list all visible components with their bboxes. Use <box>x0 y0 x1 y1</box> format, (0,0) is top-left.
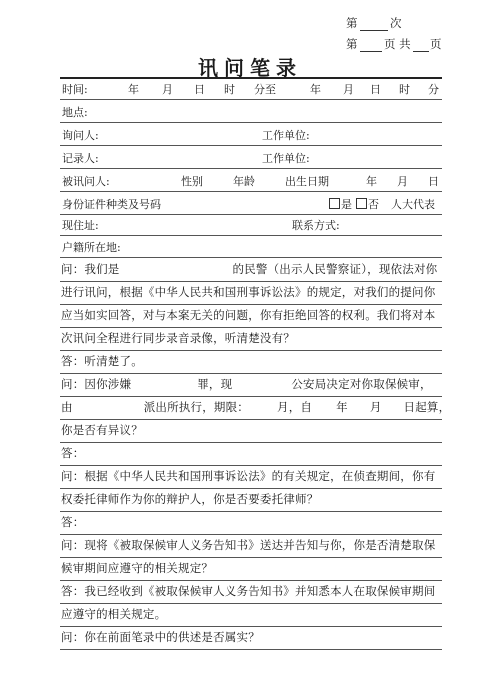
qa-rule <box>60 649 442 650</box>
question-1-start: 问：我们是 <box>61 262 120 276</box>
gender-label: 性别 <box>181 175 203 188</box>
qa-line <box>61 258 443 281</box>
qa-line: 候审期间应遵守的相关规定？ <box>61 561 214 575</box>
qa-line: 进行讯问，根据《中华人民共和国刑事诉讼法》的规定，对我们的提问你 <box>61 285 436 299</box>
place-row-line[interactable] <box>60 122 442 123</box>
interrogator-work-unit-label: 工作单位: <box>262 129 310 142</box>
age-label: 年龄 <box>233 175 255 188</box>
qa-line: 问：现将《被取保候审人义务告知书》送达并告知与你，你是否清楚取保 <box>61 538 436 552</box>
qa-line <box>61 373 443 396</box>
yes-label: 是 <box>341 198 352 211</box>
qa-line: 问：根据《中华人民共和国刑事诉讼法》的有关规定，在侦查期间，你有 <box>61 469 436 483</box>
place-label: 地点: <box>62 106 88 119</box>
checkbox-yes[interactable] <box>329 198 340 209</box>
question-2-from: 月，自 <box>277 400 313 414</box>
qa-line: 应当如实回答，对与本案无关的问题，你有拒绝回答的权利。我们将对本 <box>61 308 436 322</box>
qa-line: 次讯问全程进行同步录音录像，听清楚没有？ <box>61 331 295 345</box>
question-2-day: 日起算， <box>403 400 451 414</box>
end-minute-unit: 分 <box>428 83 439 96</box>
session-count-suffix: 次 <box>390 16 402 30</box>
time-label: 时间: <box>62 83 88 96</box>
household-label: 户籍所在地: <box>62 241 121 254</box>
checkbox-no[interactable] <box>356 198 367 209</box>
page-title: 讯问笔录 <box>198 56 302 80</box>
answer-line[interactable]: 应遵守的相关规定。 <box>61 607 167 621</box>
end-hour-unit: 时 <box>399 83 410 96</box>
start-minute-to-unit: 分至 <box>254 83 276 96</box>
time-row-line <box>60 99 442 100</box>
address-label: 现住址: <box>62 219 99 232</box>
contact-label: 联系方式: <box>292 219 340 232</box>
recorder-row-line[interactable] <box>60 168 442 169</box>
page-number-middle: 页 共 <box>384 37 411 51</box>
recorder-label: 记录人: <box>62 152 99 165</box>
end-year-unit: 年 <box>310 83 321 96</box>
address-row-line[interactable] <box>60 235 442 236</box>
page-number-suffix: 页 <box>430 37 442 51</box>
session-count-prefix: 第 <box>346 16 358 30</box>
answer-line[interactable]: 答：听清楚了。 <box>61 354 143 368</box>
end-month-unit: 月 <box>343 83 354 96</box>
answer-line[interactable]: 答： <box>61 446 85 460</box>
question-2-year: 年 <box>336 400 348 414</box>
npc-label: 人大代表 <box>391 198 435 211</box>
interrogator-label: 询问人: <box>62 129 99 142</box>
start-hour-unit: 时 <box>224 83 235 96</box>
id-type-label: 身份证件种类及号码 <box>62 198 161 211</box>
question-2-bureau: 公安局决定对你取保候审， <box>291 377 432 391</box>
start-year-unit: 年 <box>128 83 139 96</box>
end-day-unit: 日 <box>370 83 381 96</box>
npc-no-option[interactable] <box>356 198 379 211</box>
recorder-work-unit-label: 工作单位: <box>262 152 310 165</box>
no-label: 否 <box>368 198 379 211</box>
birth-date-label: 出生日期 <box>285 175 329 188</box>
birth-month-unit: 月 <box>397 175 408 188</box>
start-day-unit: 日 <box>194 83 205 96</box>
qa-line: 权委托律师作为你的辩护人，你是否要委托律师？ <box>61 492 319 506</box>
npc-yes-option[interactable] <box>329 198 352 211</box>
question-2-execute: 派出所执行，期限： <box>143 400 250 414</box>
header-divider <box>60 77 442 79</box>
interrogator-row-line[interactable] <box>60 145 442 146</box>
question-2-start: 问：因你涉嫌 <box>61 377 132 391</box>
question-2-month: 月 <box>369 400 382 414</box>
id-row-line[interactable] <box>60 214 442 215</box>
session-count-blank[interactable] <box>360 30 388 31</box>
question-2-crime-suffix: 罪，现 <box>197 377 233 391</box>
interrogated-row-line[interactable] <box>60 191 442 192</box>
qa-line: 你是否有异议？ <box>61 423 143 437</box>
qa-line: 问：你在前面笔录中的供述是否属实？ <box>61 630 260 644</box>
birth-day-unit: 日 <box>428 175 439 188</box>
page-number-prefix: 第 <box>346 37 358 51</box>
interrogated-label: 被讯问人: <box>62 175 110 188</box>
answer-line[interactable]: 答： <box>61 515 85 529</box>
start-month-unit: 月 <box>162 83 173 96</box>
question-2-by: 由 <box>61 400 73 414</box>
qa-line <box>61 396 451 419</box>
answer-line[interactable]: 答：我已经收到《被取保候审人义务告知书》并知悉本人在取保候审期间 <box>61 584 436 598</box>
birth-year-unit: 年 <box>366 175 377 188</box>
question-1-rest: 的民警（出示人民警察证），现依法对你 <box>232 262 438 276</box>
